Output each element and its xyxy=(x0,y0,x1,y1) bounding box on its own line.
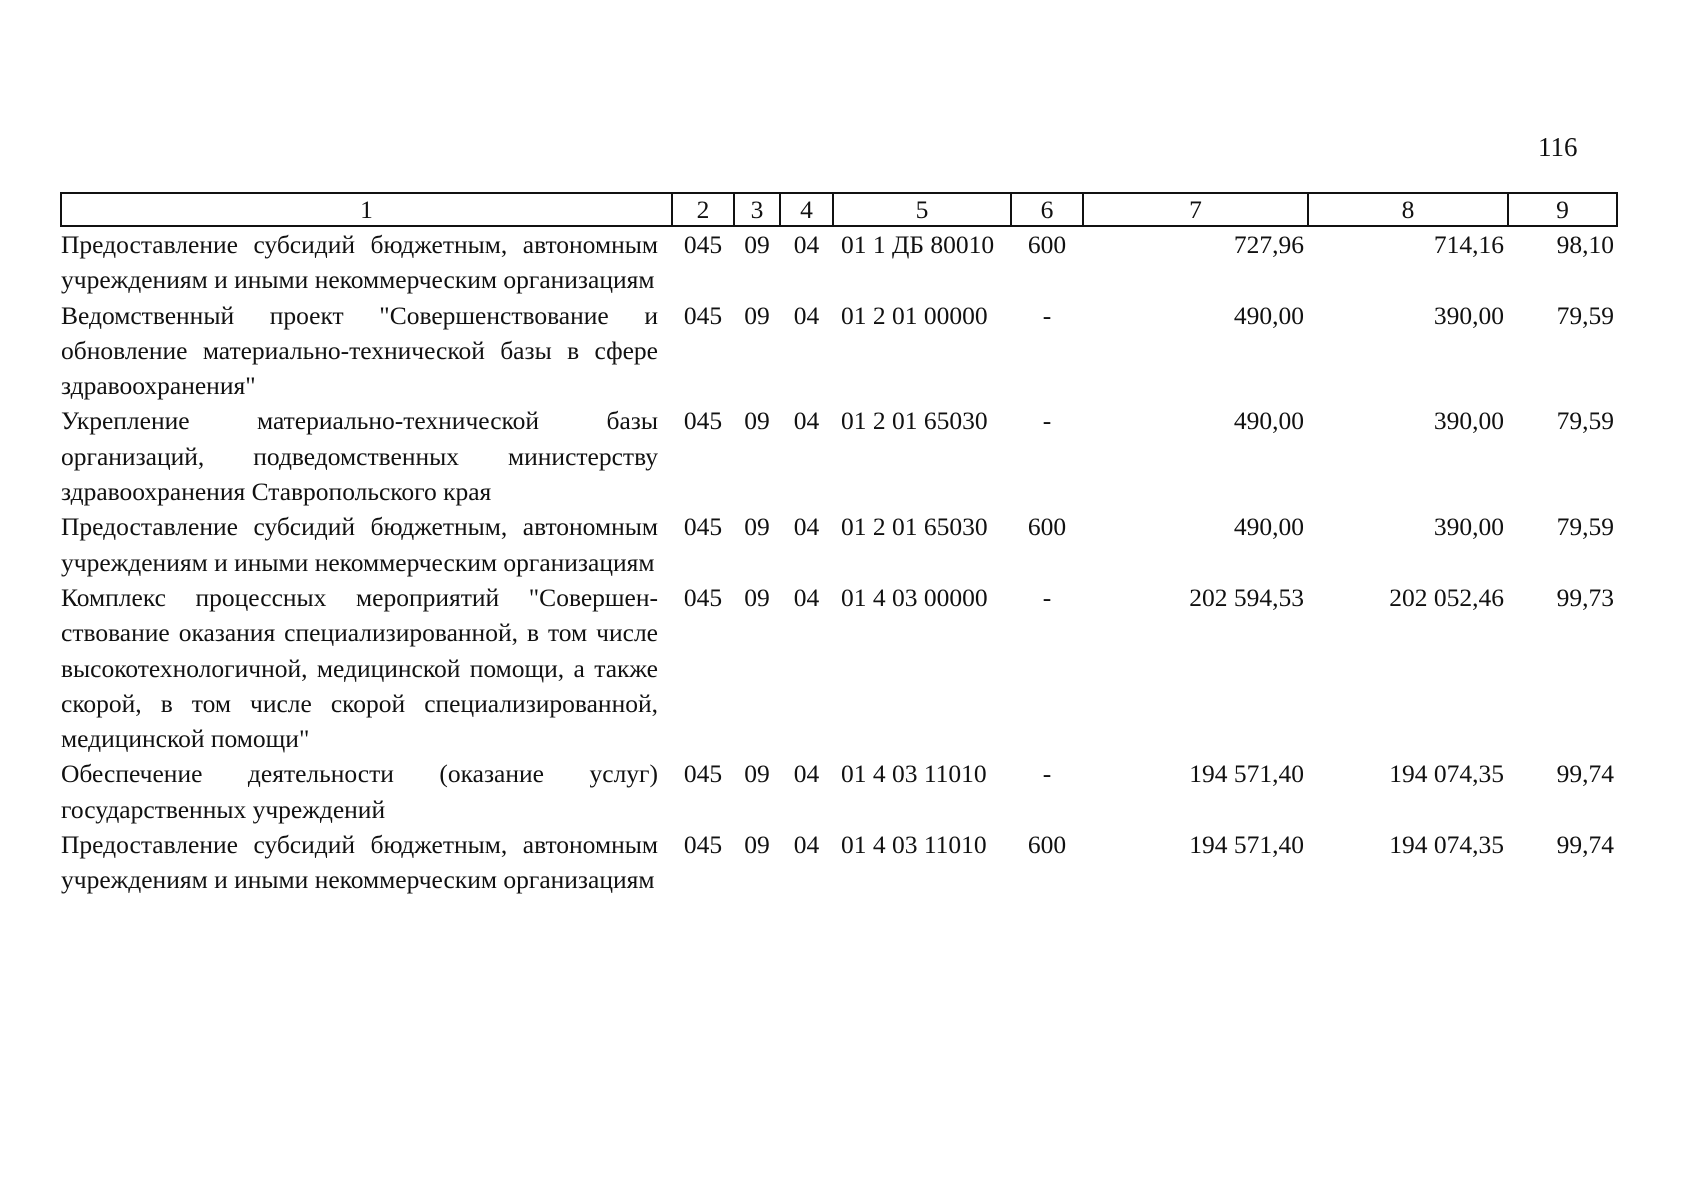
cell-section: 09 xyxy=(744,512,770,542)
cell-subsection: 04 xyxy=(793,300,820,330)
cell-executed: 194 074,35 xyxy=(1389,830,1504,860)
cell-percent: 79,59 xyxy=(1556,300,1614,330)
cell-executed: 714,16 xyxy=(1433,230,1504,259)
row-name: Укрепление материально-технической базы организаций, подведомственных министерству здравоохранения Ставропольского края xyxy=(61,406,658,507)
cell-section: 09 xyxy=(744,230,770,259)
cell-section: 09 xyxy=(744,300,770,330)
cell-subsection: 04 xyxy=(793,582,820,612)
row-name: Ведомственный проект "Совершенствование и обновление материально-технической базы в сфере здравоохранения" xyxy=(61,300,658,401)
cell-section: 09 xyxy=(744,759,770,789)
table-row xyxy=(61,580,1617,756)
cell-ministry-code: 045 xyxy=(683,300,723,330)
cell-expense-type: 600 xyxy=(1027,230,1067,259)
cell-percent: 98,10 xyxy=(1556,230,1614,259)
column-header: 8 xyxy=(1308,193,1508,226)
column-header: 3 xyxy=(734,193,780,226)
cell-subsection: 04 xyxy=(793,512,820,542)
column-header: 7 xyxy=(1083,193,1308,226)
cell-subsection: 04 xyxy=(793,830,820,860)
table-row xyxy=(61,827,1617,898)
column-header: 9 xyxy=(1508,193,1617,226)
cell-expense-type: - xyxy=(1042,582,1052,612)
row-name: Предоставление субсидий бюджетным, автономным учреждениям и иными некоммерческим организациям xyxy=(61,230,658,295)
table-row xyxy=(61,403,1617,509)
cell-target-article: 01 4 03 11010 xyxy=(841,759,987,789)
cell-subsection: 04 xyxy=(793,406,820,436)
cell-executed: 390,00 xyxy=(1433,300,1504,330)
table-row xyxy=(61,509,1617,580)
cell-percent: 99,73 xyxy=(1556,582,1614,612)
column-header: 2 xyxy=(672,193,734,226)
table-row xyxy=(61,298,1617,404)
cell-section: 09 xyxy=(744,830,770,860)
column-header: 6 xyxy=(1011,193,1083,226)
row-name: Обеспечение деятельности (оказание услуг) государственных учреждений xyxy=(61,759,658,824)
cell-expense-type: - xyxy=(1042,759,1052,789)
row-name: Комплекс процессных мероприятий "Совершен-ствование оказания специализированной, в том числе высокотехнологичной, медицинской помощи, а также скорой, в том числе скорой специализированной, медицинской помощи" xyxy=(61,582,658,754)
table-row xyxy=(61,756,1617,827)
cell-expense-type: - xyxy=(1042,406,1052,436)
cell-executed: 390,00 xyxy=(1433,406,1504,436)
cell-expense-type: - xyxy=(1042,300,1052,330)
header-row xyxy=(61,193,1617,226)
cell-target-article: 01 1 ДБ 80010 xyxy=(841,230,995,259)
budget-table xyxy=(60,192,1618,898)
cell-target-article: 01 2 01 65030 xyxy=(841,406,988,436)
cell-expense-type: 600 xyxy=(1027,830,1067,860)
cell-section: 09 xyxy=(744,582,770,612)
column-header: 4 xyxy=(780,193,833,226)
cell-target-article: 01 4 03 11010 xyxy=(841,830,987,860)
cell-executed: 194 074,35 xyxy=(1389,759,1504,789)
cell-ministry-code: 045 xyxy=(683,582,723,612)
column-header: 1 xyxy=(61,193,672,226)
page-number: 116 xyxy=(1538,132,1578,162)
cell-expense-type: 600 xyxy=(1027,512,1067,542)
cell-planned: 727,96 xyxy=(1233,230,1304,259)
cell-subsection: 04 xyxy=(793,230,820,259)
row-name: Предоставление субсидий бюджетным, автономным учреждениям и иными некоммерческим организациям xyxy=(61,512,658,577)
cell-planned: 194 571,40 xyxy=(1189,759,1304,789)
cell-planned: 490,00 xyxy=(1233,512,1304,542)
cell-planned: 490,00 xyxy=(1233,406,1304,436)
cell-ministry-code: 045 xyxy=(683,759,723,789)
cell-section: 09 xyxy=(744,406,770,436)
cell-planned: 202 594,53 xyxy=(1189,582,1304,612)
row-name: Предоставление субсидий бюджетным, автономным учреждениям и иными некоммерческим организациям xyxy=(61,830,658,895)
column-header: 5 xyxy=(833,193,1011,226)
cell-ministry-code: 045 xyxy=(683,830,723,860)
cell-percent: 79,59 xyxy=(1556,512,1614,542)
cell-target-article: 01 2 01 00000 xyxy=(841,300,988,330)
cell-executed: 202 052,46 xyxy=(1389,582,1504,612)
cell-ministry-code: 045 xyxy=(683,230,723,259)
cell-planned: 490,00 xyxy=(1233,300,1304,330)
cell-ministry-code: 045 xyxy=(683,406,723,436)
cell-subsection: 04 xyxy=(793,759,820,789)
cell-percent: 79,59 xyxy=(1556,406,1614,436)
cell-planned: 194 571,40 xyxy=(1189,830,1304,860)
cell-percent: 99,74 xyxy=(1556,830,1614,860)
cell-executed: 390,00 xyxy=(1433,512,1504,542)
cell-ministry-code: 045 xyxy=(683,512,723,542)
table-row xyxy=(61,226,1617,298)
cell-target-article: 01 4 03 00000 xyxy=(841,582,988,612)
cell-target-article: 01 2 01 65030 xyxy=(841,512,988,542)
cell-percent: 99,74 xyxy=(1556,759,1614,789)
